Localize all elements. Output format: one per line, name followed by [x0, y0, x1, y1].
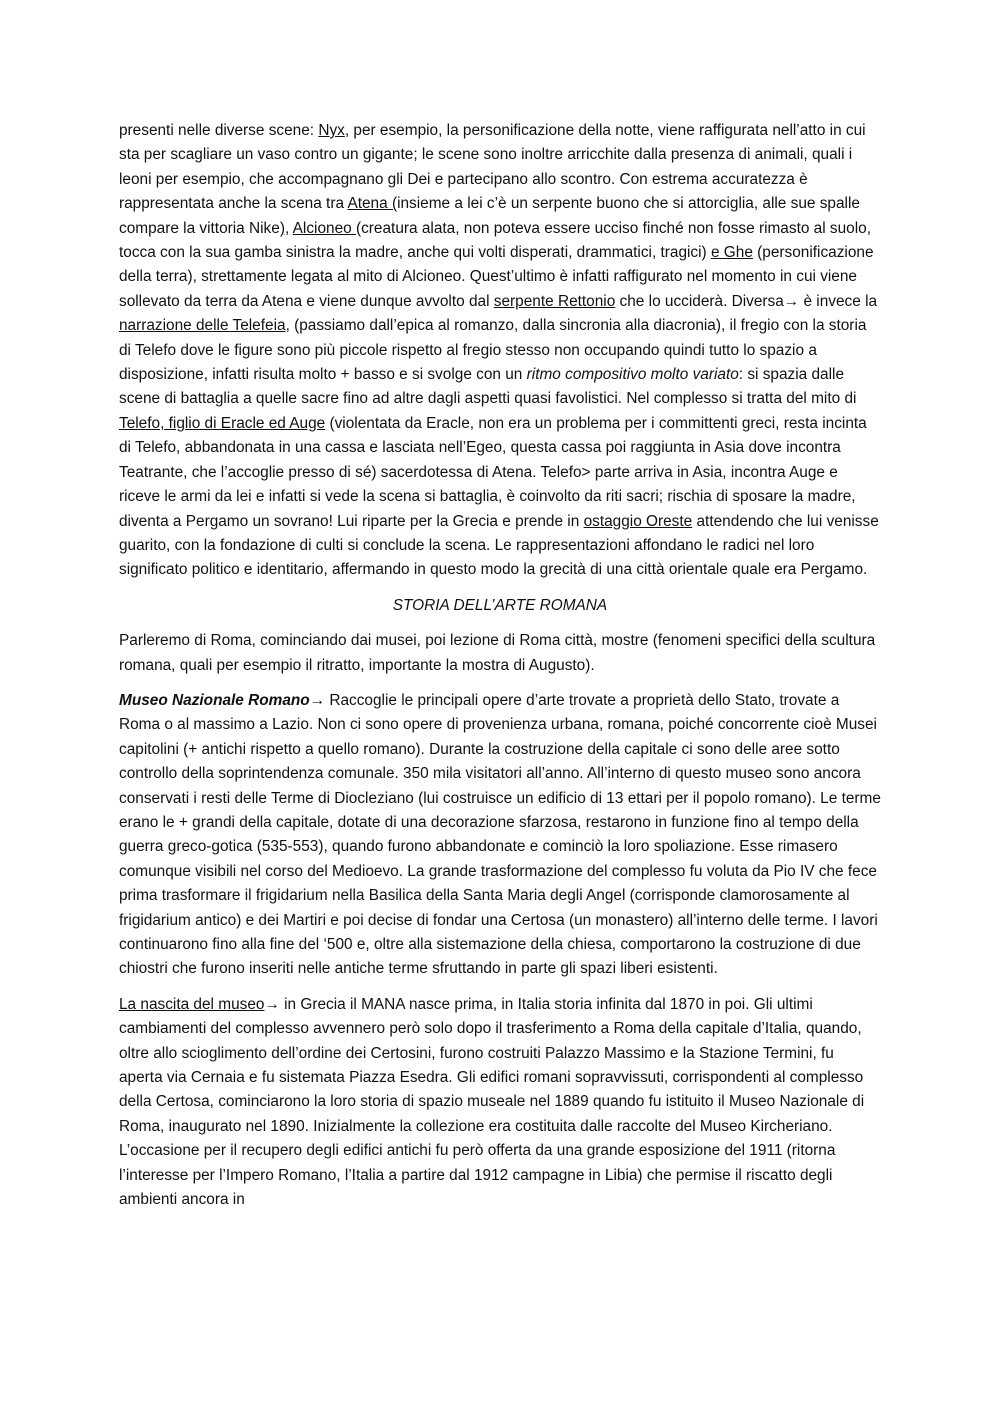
text-run: (violentata da Eracle, non era un problema per i committenti greci, resta incinta di Telefo, abbandonata in una cassa e lasciata nell’Egeo, questa cassa poi raggiunta in Asia dove incontra Teatrante, che l’accoglie presso di sé) sacerdotessa di Atena. Telefo> parte arriva in Asia, incontra Auge e riceve le armi da lei e infatti si vede la scena si battaglia, è coinvolto da riti sacri; rischia di sposare la madre, diventa a Pergamo un sovrano! Lui riparte per la Grecia e prende in	[119, 414, 867, 530]
arrow-right-icon: →	[309, 691, 326, 709]
text-run: attendendo che lui venisse guarito, con la fondazione di culti si conclude la scena. Le rappresentazioni affondano le radici nel loro significato politico e identitario, affermando in questo modo la grecità di una città orientale quale era Pergamo.	[119, 512, 879, 579]
underlined-punctuation: ),	[279, 219, 290, 237]
text-run: Raccoglie le principali opere d’arte trovate a proprietà dello Stato, trovate a Roma o al massimo a Lazio. Non ci sono opere di provenienza urbana, romana, poiché concorrente cioè Musei capitolini (+ antichi rispetto a quello romano). Durante la costruzione della capitale ci sono delle aree sotto controllo della soprintendenza comunale. 350 mila visitatori all’anno. All’interno di questo museo sono ancora conservati i resti delle Terme di Diocleziano (lui costruisce un edificio di 13 ettari per il popolo romano). Le terme erano le + grandi della capitale, dotate di una decorazione sfarzosa, restarono in funzione fino al tempo della guerra greco-gotica (535-553), quando furono abbandonate e cominciò la loro spoliazione. Esse rimasero comunque visibili nel corso del Medioevo. La grande trasformazione del complesso fu voluta da Pio IV che fece prima trasformare il frigidarium nella Basilica della Santa Maria degli Angel (corrisponde clamorosamente al frigidarium antico) e dei Martiri e poi decise di fondar una Certosa (un monastero) all’interno delle terme. I lavori continuarono fino alla fine del ‘500 e, oltre alla sistemazione della chiesa, comportarono la costruzione di due chiostri che furono inseriti nelle antiche terme sfruttando in parte gli spazi liberi esistenti.	[119, 691, 881, 978]
underlined-term-serpente: serpente Rettonio	[493, 292, 616, 310]
underlined-term-alcioneo: Alcioneo	[292, 219, 356, 237]
section-heading: STORIA DELL’ARTE ROMANA	[392, 596, 608, 614]
underlined-term-oreste: ostaggio Oreste	[583, 512, 693, 530]
text-run: , (passiamo dall’epica al romanzo, dalla sincronia alla diacronia), il fregio con la storia di Telefo dove le figure sono più piccole rispetto al fregio stesso non occupando quindi tutto lo spazio a disposizione, infatti risulta molto + basso e si svolge con un	[119, 317, 867, 384]
text-run: : si spazia dalle scene di battaglia a quelle sacre fino ad altre dagli aspetti quasi favolistici. Nel complesso si tratta del mito di	[119, 366, 857, 408]
text-run: insieme a lei c’è un serpente buono che si attorciglia, alle sue spalle compare la vittoria Nike	[119, 195, 860, 237]
underlined-term-telefo: Telefo, figlio di Eracle ed Auge	[119, 414, 326, 432]
arrow-right-icon: →	[783, 292, 800, 310]
paragraph-museo-nazionale	[119, 689, 881, 982]
text-run: presenti nelle diverse scene:	[119, 122, 319, 139]
underlined-term-nyx: Nyx	[318, 122, 345, 139]
document-page	[119, 119, 881, 1223]
underlined-term-atena: Atena (	[347, 195, 398, 213]
underlined-term-telefeia: narrazione delle Telefeia	[119, 317, 286, 335]
text-run: in Grecia il MANA nasce prima, in Italia storia infinita dal 1870 in poi. Gli ultimi cambiamenti del complesso avvennero però solo dopo il trasferimento a Roma della capitale d’Italia, quando, oltre allo scioglimento dell’ordine dei Certosini, furono costruiti Palazzo Massimo e la Stazione Termini, fu aperta via Cernaia e fu sistemata Piazza Esedra. Gli edifici romani sopravvissuti, corrispondenti al complesso della Certosa, cominciarono la loro storia di spazio museale nel 1889 quando fu istituito il Museo Nazionale di Roma, inaugurato nel 1890. Inizialmente la collezione era costituita dalle raccolte del Museo Kircheriano. L’occasione per il recupero degli edifici antichi fu però offerta da una grande esposizione del 1911 (ritorna l’interesse per l’Impero Romano, l’Italia a partire dal 1912 campagne in Libia) che permise il riscatto degli ambienti ancora in	[119, 995, 865, 1209]
arrow-right-icon: →	[264, 995, 280, 1013]
lead-term-nascita: La nascita del museo	[119, 995, 265, 1013]
paragraph-nascita-museo	[119, 993, 881, 1213]
underlined-term-ghe: e Ghe	[710, 244, 753, 262]
text-run: (creatura alata, non poteva essere ucciso finché non fosse rimasto al suolo, tocca con la sua gamba sinistra la madre, anche qui volti disperati, drammatici, tragici)	[119, 219, 871, 262]
paragraph-intro: Parleremo di Roma, cominciando dai musei, poi lezione di Roma città, mostre (fenomeni specifici della scultura romana, quali per esempio il ritratto, importante la mostra di Augusto).	[119, 632, 876, 674]
lead-term-museo: Museo Nazionale Romano	[119, 691, 310, 709]
italic-phrase: ritmo compositivo molto variato	[526, 366, 739, 384]
paragraph-pergamon-frieze	[119, 119, 881, 583]
text-run: che lo ucciderà. Diversa	[615, 292, 784, 310]
text-run: (personificazione della terra), strettamente legata al mito di Alcioneo. Quest’ultimo è infatti raffigurato nel momento in cui viene sollevato da terra da Atena e viene dunque avvolto dal	[119, 244, 874, 310]
text-run: , per esempio, la personificazione della notte, viene raffigurata nell’atto in cui sta per scagliare un vaso contro un gigante; le scene sono inoltre arricchite dalla presenza di animali, quali i leoni per esempio, che accompagnano gli Dei e partecipano allo scontro. Con estrema accuratezza è rappresentata anche la scena tra	[119, 122, 866, 213]
text-run: è invece la	[799, 292, 878, 310]
